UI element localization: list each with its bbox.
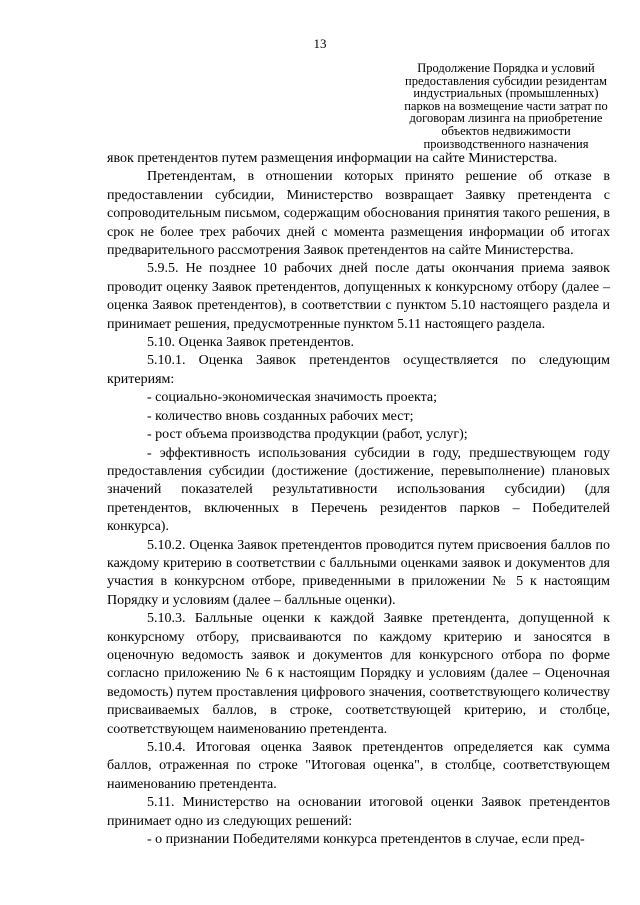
header-note-line: предоставления субсидии резидентам	[405, 73, 607, 88]
criterion-item: - социально-экономическая значимость проекта;	[147, 390, 437, 406]
paragraph-5-9-5: 5.9.5. Не позднее 10 рабочих дней после даты окончания приема заявок проводит оценку Заявок претендентов, допущенных к конкурсному отбору (далее – оценка Заявок претендентов), в соответствии с пунктом 5.10 настоящего раздела и принимает решения, предусмотренные пунктом 5.11 настоящего раздела.	[107, 261, 610, 332]
document-body	[107, 150, 610, 849]
header-note-line: парков на возмещение части затрат по	[404, 98, 608, 113]
paragraph-5-10-2: 5.10.2. Оценка Заявок претендентов проводится путем присвоения баллов по каждому критерию в соответствии с балльными оценками заявок и документов для участия в конкурсном отборе, приведенными в приложении № 5 к настоящим Порядку и условиям (далее – балльные оценки).	[107, 537, 610, 608]
decision-item: - о признании Победителями конкурса претендентов в случае, если пред-	[147, 832, 585, 848]
paragraph-5-10: 5.10. Оценка Заявок претендентов.	[147, 335, 354, 351]
paragraph-refusal-notice: Претендентам, в отношении которых принято решение об отказе в предоставлении субсидии, Министерство возвращает Заявку претендента с сопроводительным письмом, содержащим обоснования принятия такого решения, в срок не более трех рабочих дней с момента размещения информации об итогах предварительного рассмотрения Заявок претендентов на сайте Министерства.	[107, 169, 610, 259]
header-note-line: объектов недвижимости	[441, 123, 571, 138]
header-note-line: индустриальных (промышленных)	[413, 86, 599, 101]
page-number: 13	[313, 36, 327, 51]
criterion-item: - рост объема производства продукции (работ, услуг);	[147, 427, 468, 443]
criterion-item: - количество вновь созданных рабочих мест;	[147, 408, 414, 424]
header-note-line: договорам лизинга на приобретение	[409, 111, 603, 126]
paragraph-5-11: 5.11. Министерство на основании итоговой оценки Заявок претендентов принимает одно из следующих решений:	[107, 795, 610, 829]
paragraph-continuation: явок претендентов путем размещения информации на сайте Министерства.	[107, 151, 558, 166]
header-note-line: Продолжение Порядка и условий	[417, 61, 595, 75]
paragraph-5-10-4: 5.10.4. Итоговая оценка Заявок претендентов определяется как сумма баллов, отраженная по строке "Итоговая оценка", в столбце, соответствующем наименованию претендента.	[107, 740, 610, 792]
criterion-item: - эффективность использования субсидии в году, предшествующем году предоставления субсидии (достижение (достижение, перевыполнение) плановых значений показателей результативности использования субсидии) (для претендентов, включенных в Перечень резидентов парков – Победителей конкурса).	[107, 445, 610, 535]
paragraph-5-10-1: 5.10.1. Оценка Заявок претендентов осуществляется по следующим критериям:	[107, 353, 610, 387]
paragraph-5-10-3: 5.10.3. Балльные оценки к каждой Заявке претендента, допущенной к конкурсному отбору, присваиваются по каждому критерию и заносятся в оценочную ведомость заявок и документов для конкурсного отбора по форме согласно приложению № 6 к настоящим Порядку и условиям (далее – Оценочная ведомость) путем проставления цифрового значения, соответствующего количеству присваиваемых баллов, в строке, соответствующей критерию, и столбце, соответствующем наименованию претендента.	[107, 611, 610, 737]
header-note	[386, 62, 626, 150]
header-note-line: производственного назначения	[423, 136, 589, 151]
